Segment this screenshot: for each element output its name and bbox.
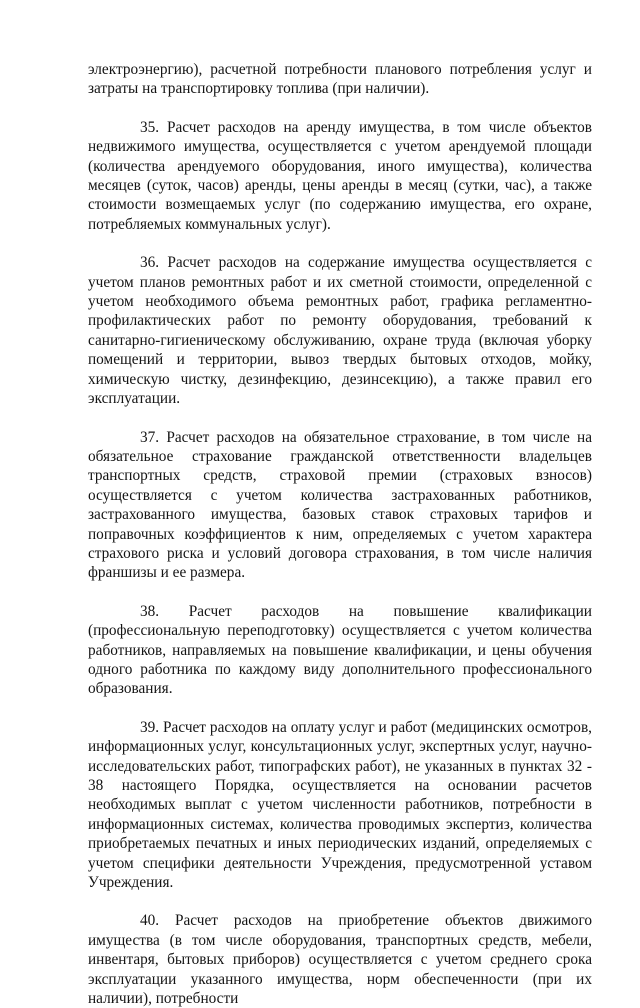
paragraph-37: 37. Расчет расходов на обязательное страхование, в том числе на обязательное страхование гражданской ответственности владельцев транспортных средств, страховой премии (страховых взносов) осуществляется с учетом количества застрахованных работников, застрахованного имущества, базовых ставок страховых тарифов и поправочных коэффициентов к ним, определяемых с учетом характера страхового риска и условий договора страхования, в том числе наличия франшизы и ее размера. <box>88 428 592 582</box>
paragraph-36: 36. Расчет расходов на содержание имущества осуществляется с учетом планов ремонтных работ и их сметной стоимости, определенной с учетом необходимого объема ремонтных работ, графика регламентно-профилактических работ по ремонту оборудования, требований к санитарно-гигиеническому обслуживанию, охране труда (включая уборку помещений и территории, вывоз твердых бытовых отходов, мойку, химическую чистку, дезинфекцию, дезинсекцию), а также правил его эксплуатации. <box>88 254 592 408</box>
document-body <box>88 60 592 1008</box>
paragraph-39: 39. Расчет расходов на оплату услуг и работ (медицинских осмотров, информационных услуг, консультационных услуг, экспертных услуг, научно-исследовательских работ, типографских работ), не указанных в пунктах 32 - 38 настоящего Порядка, осуществляется на основании расчетов необходимых выплат с учетом численности работников, потребности в информационных системах, количества проводимых экспертиз, количества приобретаемых печатных и иных периодических изданий, определяемых с учетом специфики деятельности Учреждения, предусмотренной уставом Учреждения. <box>88 718 592 892</box>
paragraph-35: 35. Расчет расходов на аренду имущества, в том числе объектов недвижимого имущества, осуществляется с учетом арендуемой площади (количества арендуемого оборудования, иного имущества), количества месяцев (суток, часов) аренды, цены аренды в месяц (сутки, час), а также стоимости возмещаемых услуг (по содержанию имущества, его охране, потребляемых коммунальных услуг). <box>88 118 592 233</box>
paragraph-38: 38. Расчет расходов на повышение квалификации (профессиональную переподготовку) осуществляется с учетом количества работников, направляемых на повышение квалификации, и цены обучения одного работника по каждому виду дополнительного профессионального образования. <box>88 602 592 698</box>
paragraph-40: 40. Расчет расходов на приобретение объектов движимого имущества (в том числе оборудования, транспортных средств, мебели, инвентаря, бытовых приборов) осуществляется с учетом среднего срока эксплуатации указанного имущества, норм обеспеченности (при их наличии), потребности <box>88 912 592 1008</box>
paragraph-continuation: электроэнергию), расчетной потребности планового потребления услуг и затраты на транспортировку топлива (при наличии). <box>88 61 592 98</box>
